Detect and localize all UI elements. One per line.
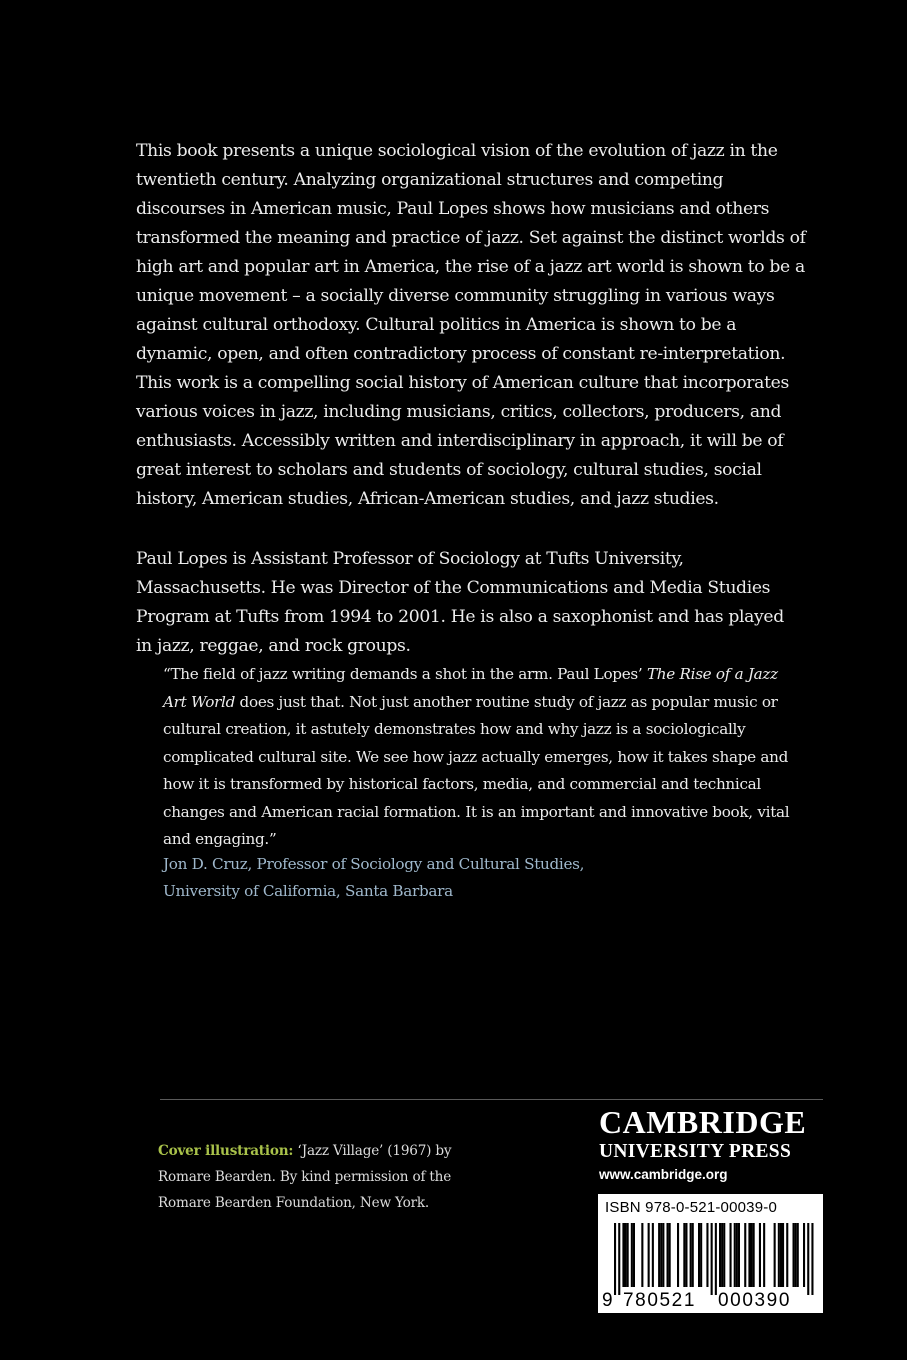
barcode-bar — [774, 1223, 776, 1287]
barcode-bar — [652, 1223, 654, 1287]
barcode-bar — [658, 1223, 660, 1287]
barcode-bar — [736, 1223, 738, 1287]
barcode-bar — [667, 1223, 669, 1287]
barcode-bar — [723, 1223, 725, 1287]
barcode-bar — [763, 1223, 765, 1287]
author-bio: Paul Lopes is Assistant Professor of Sociology at Tufts University, Massachusetts. He was Director of the Communications and Media Studies Program at Tufts from 1994 to 2001. He is also a saxophonist and has played in jazz, reggae, and rock groups. — [136, 549, 784, 656]
barcode-bar — [692, 1223, 694, 1287]
cover-credit-text: ‘Jazz Village’ (1967) by Romare Bearden. By kind permission of the Romare Bearden Foundation, New York. — [158, 1143, 452, 1211]
barcode-bar — [685, 1223, 687, 1287]
barcode-bar — [803, 1223, 805, 1287]
barcode-bar — [744, 1223, 746, 1287]
barcode-bar — [698, 1223, 700, 1287]
barcode-bar — [641, 1223, 643, 1287]
barcode-bar — [677, 1223, 679, 1287]
barcode-left-digits: 780521 — [623, 1290, 697, 1311]
publisher-url: www.cambridge.org — [599, 1167, 728, 1182]
barcode-bar — [633, 1223, 635, 1287]
barcode-bar — [719, 1223, 721, 1287]
barcode-bar — [721, 1223, 723, 1287]
barcode-bar — [748, 1223, 750, 1287]
review-book-title: The Rise of a Jazz Art World — [163, 665, 778, 711]
barcode-bar — [807, 1223, 809, 1295]
barcode-bars — [604, 1223, 817, 1295]
review-text-end: does just that. Not just another routine study of jazz as popular music or cultural creation, it astutely demonstrates how and why jazz is a sociologically complicated cultural site. We see how jazz actually emerges, how it takes shape and how it is transformed by historical factors, media, and commercial and technical changes and American racial formation. It is an important and innovative book, vital and engaging.” — [163, 692, 790, 848]
review-attribution — [163, 851, 723, 905]
barcode-bar — [683, 1223, 685, 1287]
barcode-bar — [751, 1223, 753, 1287]
cover-credit-label: Cover illustration: — [158, 1143, 294, 1159]
barcode-bar — [793, 1223, 795, 1287]
barcode-bar — [711, 1223, 713, 1295]
barcode-bar — [648, 1223, 650, 1287]
barcode-bar — [734, 1223, 736, 1287]
divider-rule — [160, 1099, 823, 1100]
review-text-start: “The field of jazz writing demands a shot in the arm. Paul Lopes’ — [163, 665, 647, 683]
barcode-bar — [700, 1223, 702, 1287]
barcode-bar — [614, 1223, 616, 1295]
barcode-bar — [715, 1223, 717, 1295]
barcode-bar — [690, 1223, 692, 1287]
cover-credit — [158, 1138, 498, 1216]
barcode-bar — [738, 1223, 740, 1287]
barcode-bar — [811, 1223, 813, 1295]
barcode-bar — [795, 1223, 797, 1287]
book-description: This book presents a unique sociological vision of the evolution of jazz in the twentieth century. Analyzing organizational structures and competing discourses in American music, Paul Lopes shows how musicians and others transformed the meaning and practice of jazz. Set against the distinct worlds of high art and popular art in America, the rise of a jazz art world is shown to be a unique movement – a socially diverse community struggling in various ways against cultural orthodoxy. Cultural politics in America is shown to be a dynamic, open, and often contradictory process of constant re-interpretation. This work is a compelling social history of American culture that incorporates various voices in jazz, including musicians, critics, collectors, producers, and enthusiasts. Accessibly written and interdisciplinary in approach, it will be of great interest to scholars and students of sociology, cultural studies, social history, American studies, African-American studies, and jazz studies. — [136, 141, 806, 509]
barcode-bar — [662, 1223, 664, 1287]
barcode-bar — [706, 1223, 708, 1287]
barcode-bar — [782, 1223, 784, 1287]
barcode-bar — [622, 1223, 624, 1287]
publisher-logo — [599, 1104, 829, 1186]
barcode-bar — [669, 1223, 671, 1287]
barcode-bar — [786, 1223, 788, 1287]
barcode-bar — [618, 1223, 620, 1295]
publisher-subname: UNIVERSITY PRESS — [599, 1141, 792, 1162]
publisher-name: CAMBRIDGE — [599, 1104, 807, 1140]
barcode-bar — [753, 1223, 755, 1287]
barcode-lead-digit: 9 — [602, 1290, 615, 1311]
reviewer-affiliation: University of California, Santa Barbara — [163, 882, 453, 900]
barcode-bar — [660, 1223, 662, 1287]
reviewer-name-title: Jon D. Cruz, Professor of Sociology and Cultural Studies, — [163, 855, 585, 873]
barcode-bar — [797, 1223, 799, 1287]
barcode-bar — [631, 1223, 633, 1287]
barcode-bar — [759, 1223, 761, 1287]
barcode-bar — [627, 1223, 629, 1287]
review-quote — [163, 661, 803, 854]
isbn-barcode — [598, 1194, 823, 1313]
barcode-bar — [625, 1223, 627, 1287]
barcode-bar — [730, 1223, 732, 1287]
barcode-right-digits: 000390 — [718, 1290, 792, 1311]
barcode-bar — [778, 1223, 780, 1287]
barcode-bar — [780, 1223, 782, 1287]
isbn-label: ISBN 978-0-521-00039-0 — [605, 1199, 778, 1216]
